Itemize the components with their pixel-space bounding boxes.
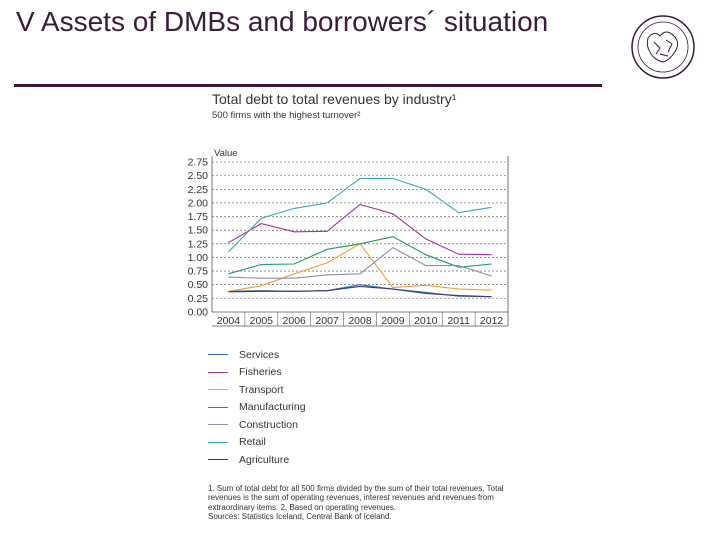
footnote-sources: Sources: Statistics Iceland, Central Bank of Iceland. [208, 511, 392, 521]
legend-swatch [208, 442, 228, 443]
legend-label: Fisheries [239, 366, 282, 379]
x-tick-label: 2007 [315, 315, 339, 327]
legend-label: Retail [239, 436, 266, 449]
series-line-manufacturing [228, 237, 491, 274]
legend-swatch [208, 354, 228, 355]
y-tick-label: 2.00 [187, 197, 208, 210]
legend-label: Manufacturing [239, 401, 306, 414]
line-chart [160, 140, 520, 335]
legend-swatch [208, 459, 228, 460]
y-tick-label: 1.75 [187, 211, 208, 224]
slide-title: V Assets of DMBs and borrowers´ situation [16, 6, 549, 37]
x-tick-label: 2012 [479, 315, 504, 327]
chart-title: Total debt to total revenues by industry¹ [212, 91, 457, 107]
legend-swatch [208, 389, 228, 390]
chart-legend [208, 346, 306, 469]
plot-frame [212, 156, 508, 326]
y-tick-label: 1.00 [187, 251, 208, 264]
footnote-definitions: 1. Sum of total debt for all 500 firms divided by the sum of their total revenues. Total revenues is the sum of operating revenues, interest revenues and revenues from extraordinary items. 2. Based on operating revenues. [208, 484, 504, 512]
y-tick-label: 0.25 [187, 292, 208, 305]
y-tick-label: 2.50 [187, 170, 208, 183]
x-tick-label: 2004 [216, 315, 241, 327]
series-lines [228, 178, 491, 296]
y-tick-label: 0.75 [187, 265, 208, 278]
legend-item [208, 434, 306, 452]
legend-label: Construction [239, 418, 298, 431]
y-tick-labels [188, 157, 209, 319]
x-tick-label: 2005 [249, 315, 274, 327]
x-tick-label: 2008 [348, 315, 372, 327]
legend-swatch [208, 407, 228, 408]
legend-label: Transport [239, 383, 284, 396]
legend-swatch [208, 372, 228, 373]
legend-label: Agriculture [239, 453, 290, 466]
y-tick-label: 2.75 [187, 156, 208, 169]
series-line-construction [228, 248, 491, 279]
chart-subtitle: 500 firms with the highest turnover² [212, 110, 361, 121]
legend-item [208, 451, 306, 469]
x-tick-labels [217, 312, 504, 327]
y-tick-label: 1.25 [187, 238, 208, 251]
y-tick-label: 2.25 [187, 183, 208, 196]
legend-item [208, 381, 306, 399]
x-tick-label: 2011 [447, 315, 470, 327]
university-seal-icon [630, 14, 696, 80]
legend-item [208, 399, 306, 417]
chart-footnote [208, 484, 508, 521]
legend-label: Services [239, 348, 280, 361]
x-tick-label: 2009 [381, 315, 405, 327]
y-axis-label: Value [214, 148, 238, 159]
legend-swatch [208, 424, 228, 425]
legend-item [208, 346, 306, 364]
legend-item [208, 416, 306, 434]
legend-item [208, 364, 306, 382]
y-tick-label: 0.50 [187, 279, 208, 292]
x-tick-label: 2010 [414, 315, 438, 327]
y-tick-label: 1.50 [187, 224, 208, 237]
x-tick-label: 2006 [282, 315, 306, 327]
title-underline [14, 84, 602, 87]
series-line-fisheries [228, 205, 491, 255]
y-tick-label: 0.00 [187, 306, 208, 319]
